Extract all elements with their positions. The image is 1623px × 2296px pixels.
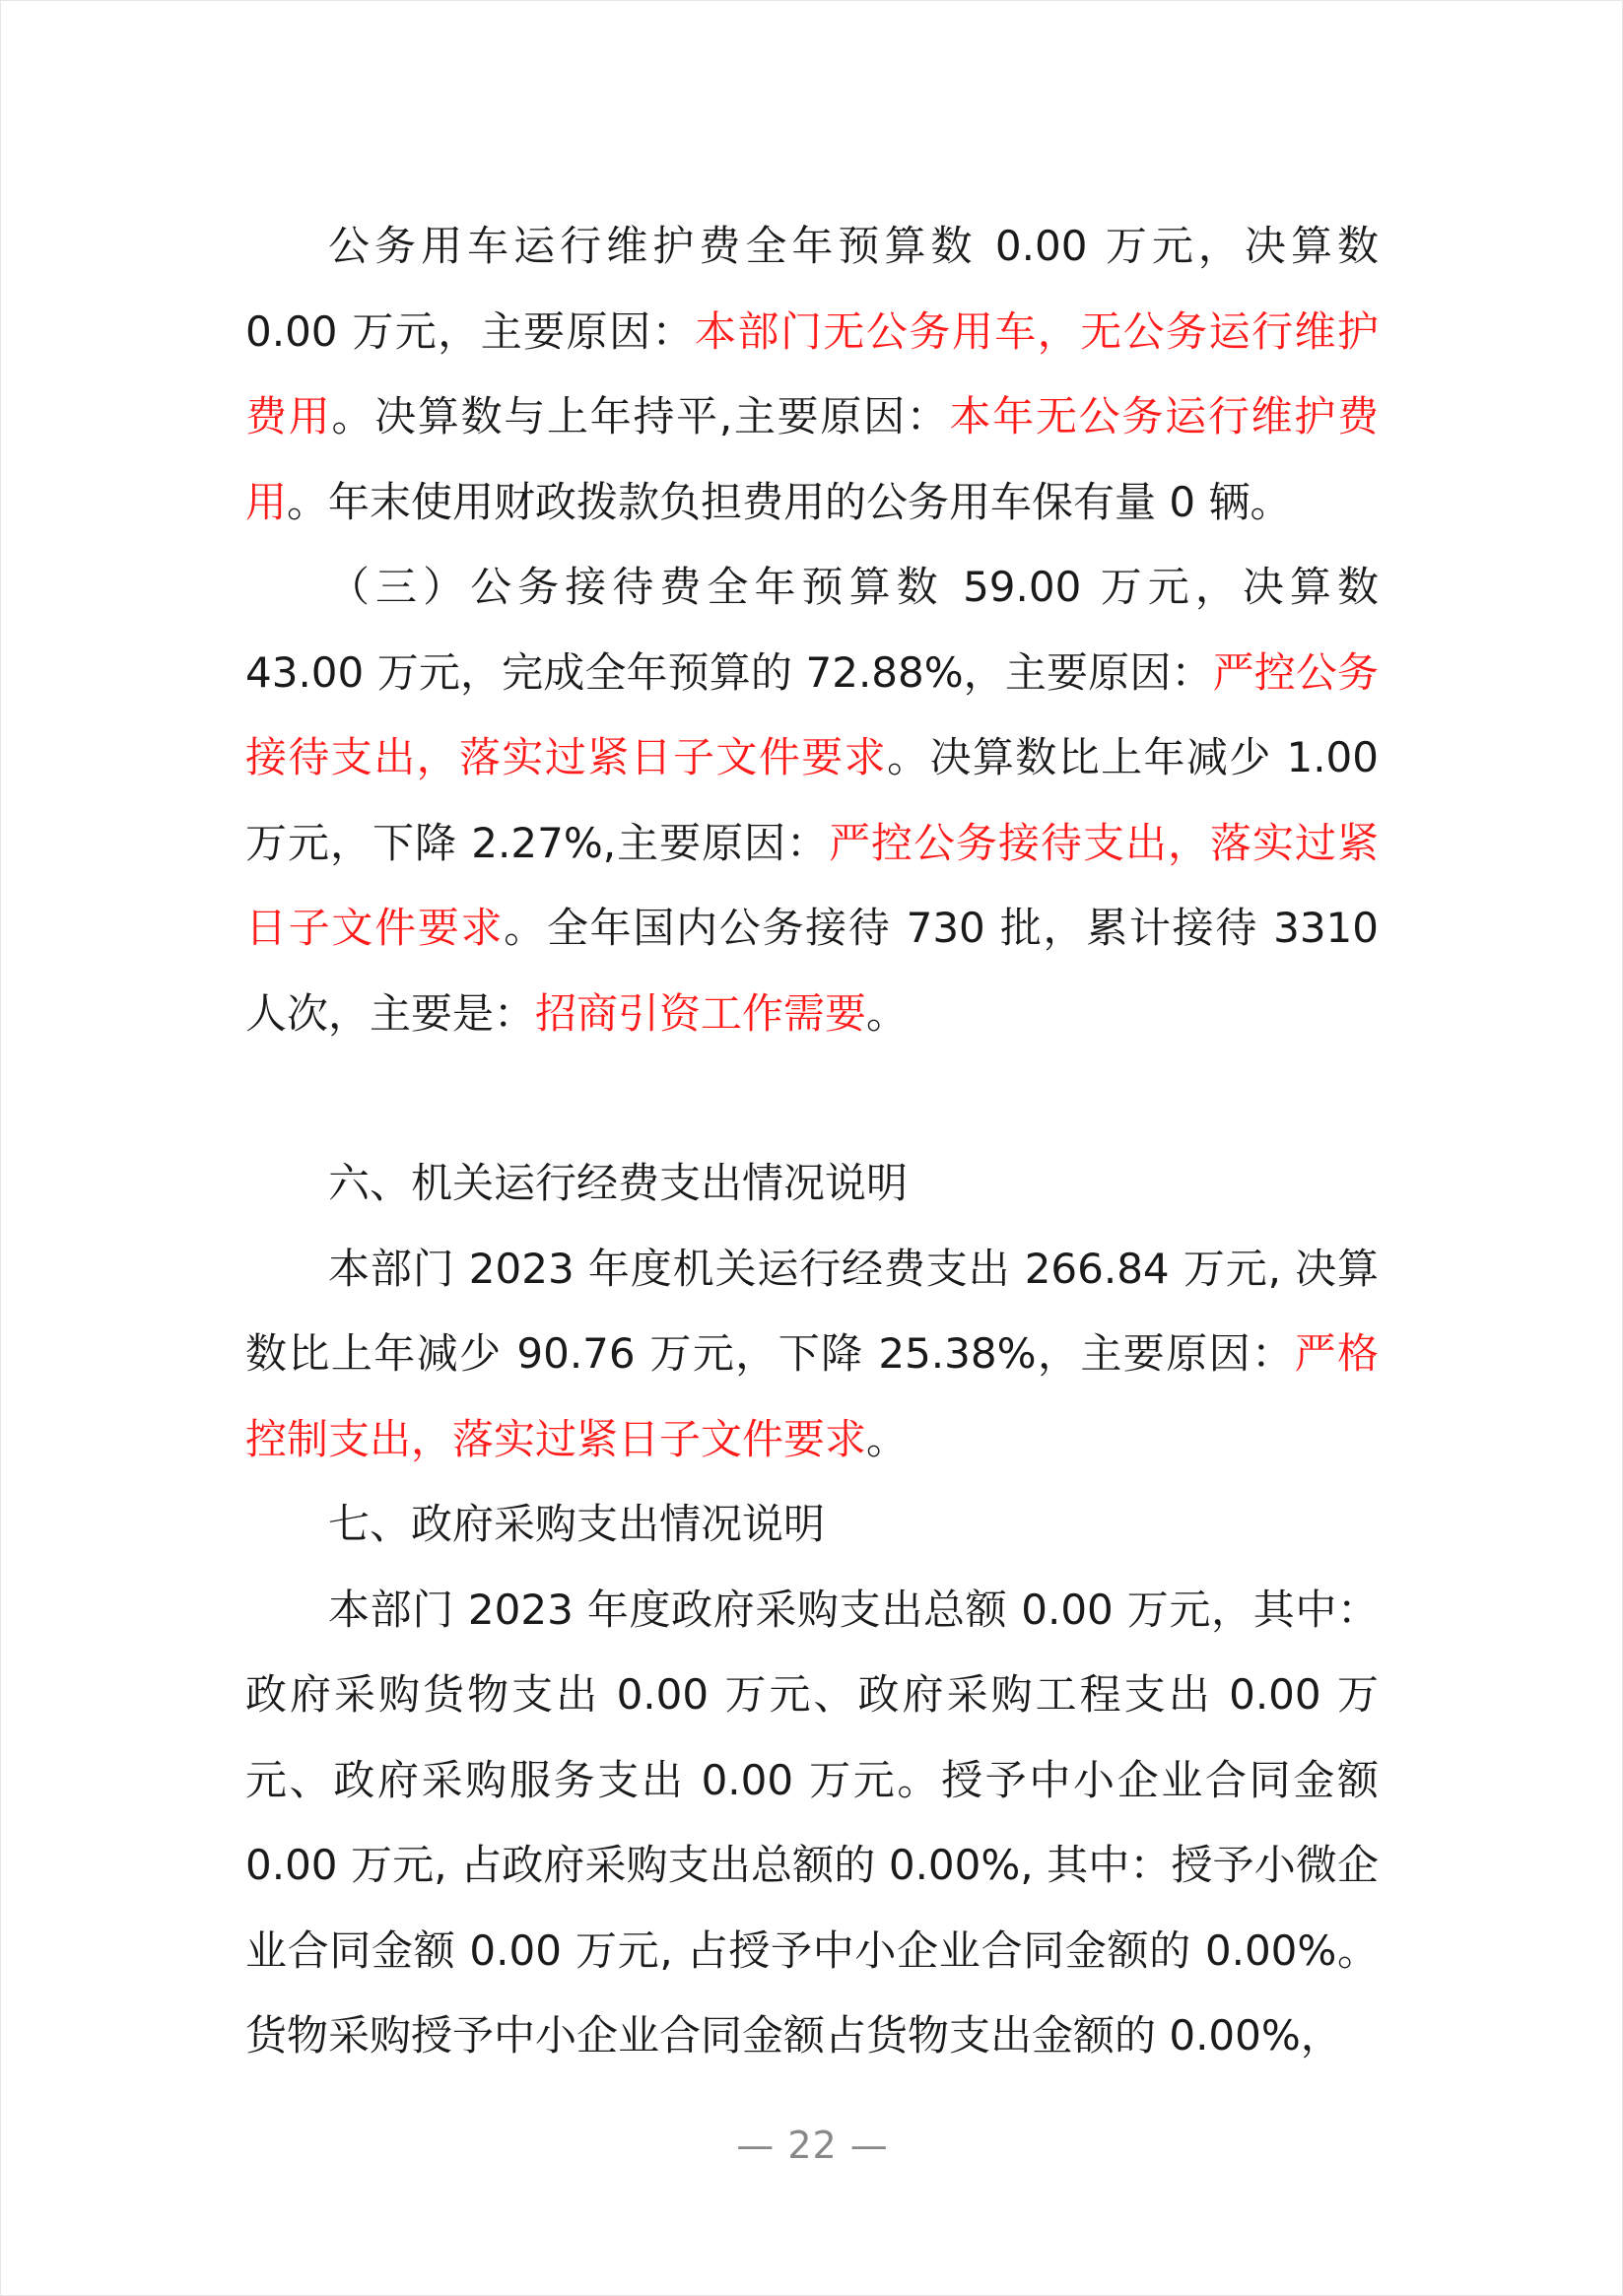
- body-text-run: （三）公务接待费全年预算数 59.00 万元，决算数 43.00 万元，完成全年预算的 72.88%，主要原因：: [245, 563, 1379, 697]
- highlighted-reason-text: 招商引资工作需要: [535, 988, 867, 1038]
- body-text-run: 。决算数比上年减少 1.00 万元，下降 2.27%,主要原因：: [245, 733, 1379, 867]
- highlighted-reason-text: 本年无公务运行维护费用: [245, 392, 1379, 526]
- document-body: [245, 204, 1379, 2079]
- paragraph: [245, 1482, 1379, 1568]
- highlighted-reason-text: 严控公务接待支出，落实过紧日子文件要求: [245, 818, 1379, 952]
- body-text-run: 。年末使用财政拨款负担费用的公务用车保有量 0 辆。: [287, 477, 1292, 526]
- page-number: — 22 —: [736, 2124, 889, 2167]
- body-text-run: 。: [866, 1414, 909, 1463]
- paragraph: [245, 545, 1379, 1056]
- highlighted-reason-text: 本部门无公务用车，无公务运行维护费用: [245, 306, 1379, 440]
- body-text-run: 。决算数与上年持平,主要原因：: [331, 392, 950, 440]
- body-text-run: 。: [866, 988, 909, 1038]
- highlighted-reason-text: 严控公务接待支出，落实过紧日子文件要求: [245, 647, 1379, 781]
- paragraph: [245, 1227, 1379, 1483]
- body-text-run: 本部门 2023 年度政府采购支出总额 0.00 万元，其中：政府采购货物支出 0.00 万元、政府采购工程支出 0.00 万元、政府采购服务支出 0.00 万元。授予中小企业合同金额 0.00 万元, 占政府采购支出总额的 0.00%, 其中：授予小微企业合同金额 0.00 万元, 占授予中小企业合同金额的 0.00%。货物采购授予中小企业合同金额占货物支出金额的 0.00%，: [245, 1585, 1379, 2060]
- paragraph: [245, 1141, 1379, 1227]
- paragraph: [245, 1568, 1379, 2079]
- body-text-run: 。全年国内公务接待 730 批，累计接待 3310 人次，主要是：: [245, 904, 1379, 1038]
- body-text-run: 本部门 2023 年度机关运行经费支出 266.84 万元, 决算数比上年减少 90.76 万元，下降 25.38%，主要原因：: [245, 1244, 1379, 1378]
- body-text-run: 七、政府采购支出情况说明: [328, 1500, 826, 1548]
- highlighted-reason-text: 严格控制支出，落实过紧日子文件要求: [245, 1329, 1379, 1463]
- body-text-run: 六、机关运行经费支出情况说明: [328, 1159, 909, 1207]
- body-text-run: 公务用车运行维护费全年预算数 0.00 万元，决算数 0.00 万元，主要原因：: [245, 222, 1379, 356]
- paragraph: [245, 204, 1379, 545]
